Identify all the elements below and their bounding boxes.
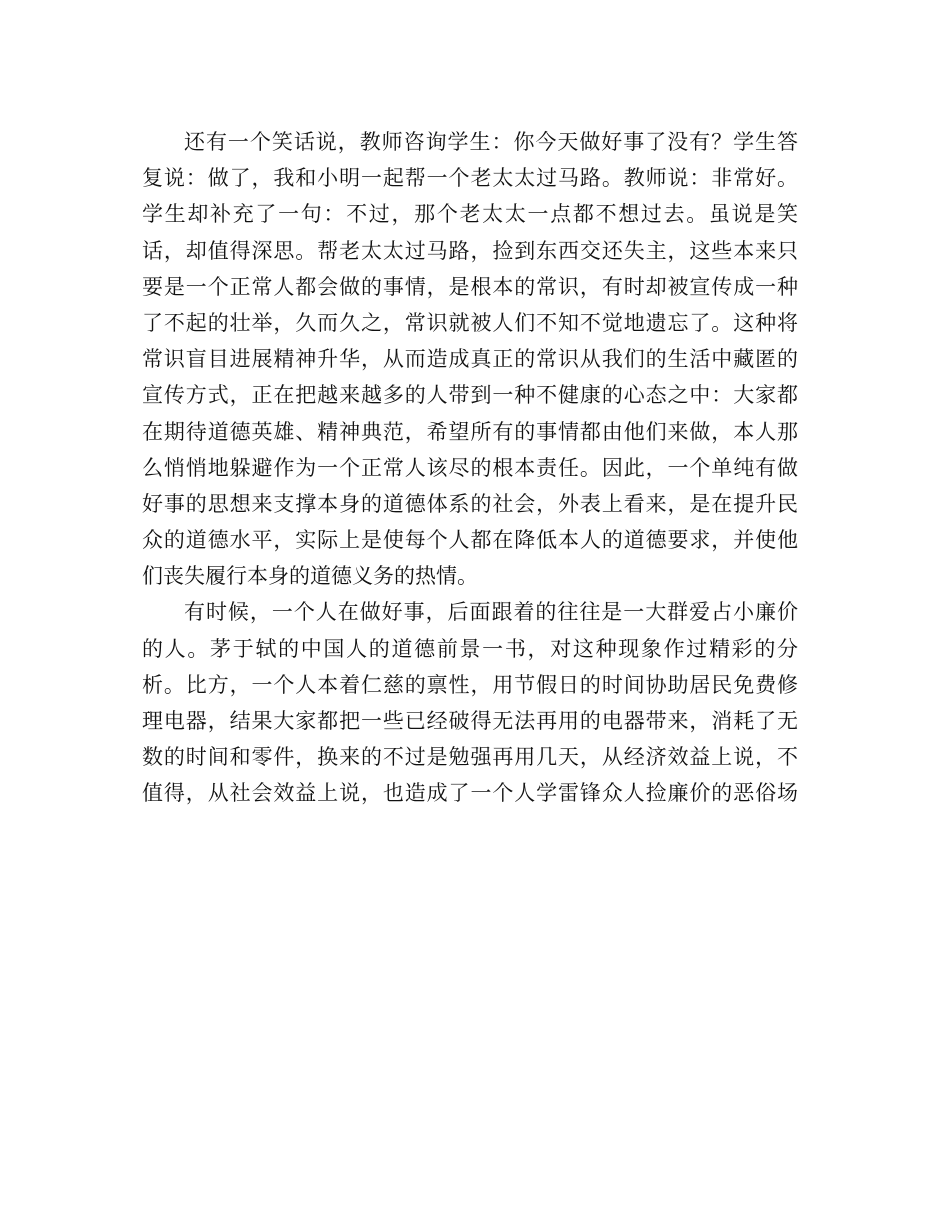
text-line: 析。比方，一个人本着仁慈的禀性，用节假日的时间协助居民免费修 [142,672,798,697]
text-line: 还有一个笑话说，教师咨询学生：你今天做好事了没有？学生答 [184,130,798,154]
text-line: 们丧失履行本身的道德义务的热情。 [142,564,478,589]
text-line: 的人。茅于轼的中国人的道德前景一书，对这种现象作过精彩的分 [142,636,798,661]
text-line: 在期待道德英雄、精神典范，希望所有的事情都由他们来做，本人那 [142,419,798,444]
text-line: 复说：做了，我和小明一起帮一个老太太过马路。教师说：非常好。 [142,166,798,191]
text-line: 常识盲目进展精神升华，从而造成真正的常识从我们的生活中藏匿的 [142,347,798,372]
text-line: 话，却值得深思。帮老太太过马路，捡到东西交还失主，这些本来只 [142,238,798,263]
body-text [142,124,798,812]
paragraph-1 [142,124,798,594]
text-line: 了不起的壮举，久而久之，常识就被人们不知不觉地遗忘了。这种将 [142,310,798,335]
text-line: 要是一个正常人都会做的事情，是根本的常识，有时却被宣传成一种 [142,274,798,299]
paragraph-2 [142,594,798,811]
text-line: 学生却补充了一句：不过，那个老太太一点都不想过去。虽说是笑 [142,202,798,227]
text-line: 有时候，一个人在做好事，后面跟着的往往是一大群爱占小廉价 [184,600,798,625]
text-line: 么悄悄地躲避作为一个正常人该尽的根本责任。因此，一个单纯有做 [142,455,798,480]
text-line: 好事的思想来支撑本身的道德体系的社会，外表上看来，是在提升民 [142,491,798,516]
text-line: 众的道德水平，实际上是使每个人都在降低本人的道德要求，并使他 [142,528,798,553]
text-line: 数的时间和零件，换来的不过是勉强再用几天，从经济效益上说，不 [142,745,798,770]
text-line: 宣传方式，正在把越来越多的人带到一种不健康的心态之中：大家都 [142,383,798,408]
text-line: 理电器，结果大家都把一些已经破得无法再用的电器带来，消耗了无 [142,709,798,733]
text-line: 值得，从社会效益上说，也造成了一个人学雷锋众人捡廉价的恶俗场 [142,781,798,806]
